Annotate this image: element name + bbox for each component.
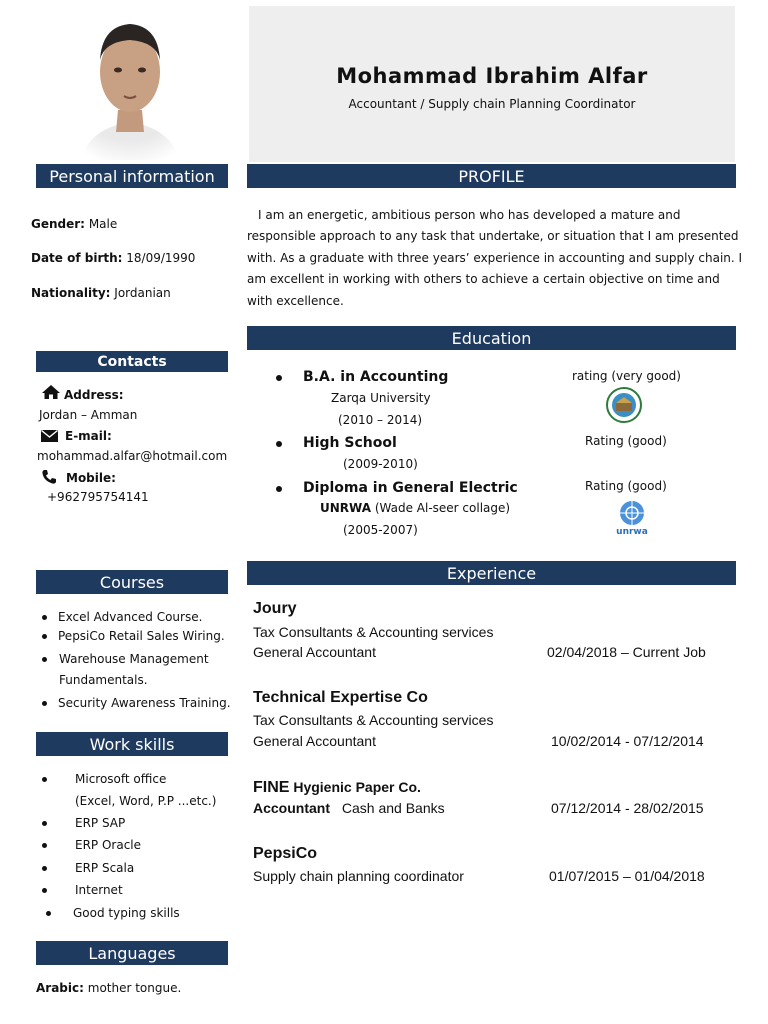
education-years: (2005-2007) <box>343 523 418 537</box>
job-line: Tax Consultants & Accounting services <box>253 712 494 728</box>
skill-bullet <box>42 843 47 848</box>
profile-photo <box>60 10 200 160</box>
job-dates: 10/02/2014 - 07/12/2014 <box>551 733 704 749</box>
job-line: General Accountant <box>253 644 376 660</box>
course-item: Security Awareness Training. <box>58 696 231 710</box>
unrwa-logo-text: unrwa <box>616 527 648 537</box>
education-rating: rating (very good) <box>572 369 681 383</box>
course-bullet <box>42 615 47 620</box>
education-degree: High School <box>303 435 397 451</box>
home-icon <box>41 384 61 405</box>
course-bullet <box>42 634 47 639</box>
skill-item: ERP Scala <box>75 861 135 875</box>
mobile-value[interactable]: +962795754141 <box>47 490 149 504</box>
arabic-value: mother tongue. <box>87 981 182 995</box>
course-bullet <box>42 701 47 706</box>
skill-item: Good typing skills <box>73 906 180 920</box>
education-bullet <box>276 486 282 492</box>
unrwa-logo-icon <box>614 500 650 544</box>
email-value[interactable]: mohammad.alfar@hotmail.com <box>37 449 228 463</box>
job-company: Joury <box>253 600 297 617</box>
job-role-detail: Cash and Banks <box>341 800 445 816</box>
email-label: E-mail: <box>65 429 112 443</box>
dob-value: 18/09/1990 <box>126 251 196 265</box>
envelope-icon <box>41 429 58 447</box>
education-years: (2009-2010) <box>343 457 418 471</box>
skill-item: ERP Oracle <box>75 838 142 852</box>
education-degree: B.A. in Accounting <box>303 369 449 385</box>
education-school-detail: (Wade Al-seer collage) <box>374 501 511 515</box>
arabic-label: Arabic: <box>36 981 84 995</box>
education-heading: Education <box>247 326 736 350</box>
profile-line: with. As a graduate with three years’ experience in accounting and supply chain. I <box>247 251 743 265</box>
address-value: Jordan – Amman <box>39 408 138 422</box>
job-line: Tax Consultants & Accounting services <box>253 624 494 640</box>
work-skills-heading: Work skills <box>36 732 228 756</box>
course-item: Excel Advanced Course. <box>58 610 203 624</box>
job-company: PepsiCo <box>253 845 318 862</box>
nationality-label: Nationality: <box>31 286 111 300</box>
job-company: Technical Expertise Co <box>253 689 428 706</box>
skill-bullet <box>42 821 47 826</box>
skill-bullet <box>42 888 47 893</box>
candidate-name: Mohammad Ibrahim Alfar <box>336 64 648 88</box>
skill-bullet <box>46 911 51 916</box>
education-degree: Diploma in General Electric <box>303 480 518 496</box>
education-school-name: UNRWA <box>320 501 372 515</box>
phone-icon <box>41 469 57 490</box>
skill-item: (Excel, Word, P.P ...etc.) <box>75 794 217 808</box>
education-bullet <box>276 441 282 447</box>
zarqa-university-logo-icon <box>606 387 642 428</box>
job-line: Supply chain planning coordinator <box>253 868 464 884</box>
education-rating: Rating (good) <box>585 479 667 493</box>
contacts-heading: Contacts <box>36 351 228 372</box>
job-role <box>253 799 445 817</box>
education-school <box>320 499 510 517</box>
courses-heading: Courses <box>36 570 228 594</box>
candidate-title: Accountant / Supply chain Planning Coordinator <box>348 97 636 111</box>
job-company <box>253 778 421 797</box>
profile-line: responsible approach to any task that undertake, or situation that I am presented <box>247 229 739 243</box>
profile-heading: PROFILE <box>247 164 736 188</box>
course-bullet <box>42 657 47 662</box>
education-rating: Rating (good) <box>585 434 667 448</box>
skill-item: Microsoft office <box>75 772 167 786</box>
gender-label: Gender: <box>31 217 85 231</box>
mobile-label: Mobile: <box>66 471 116 485</box>
education-bullet <box>276 375 282 381</box>
course-item: PepsiCo Retail Sales Wiring. <box>58 629 225 643</box>
dob-label: Date of birth: <box>31 251 123 265</box>
job-role-title: Accountant <box>253 800 330 816</box>
nationality-row <box>31 284 171 302</box>
skill-item: ERP SAP <box>75 816 126 830</box>
profile-line: I am an energetic, ambitious person who has developed a mature and <box>258 208 681 222</box>
skill-bullet <box>42 866 47 871</box>
personal-info-heading: Personal information <box>36 164 228 188</box>
gender-row <box>31 215 117 233</box>
address-label: Address: <box>64 388 124 402</box>
arabic-row <box>36 979 181 997</box>
skill-bullet <box>42 777 47 782</box>
profile-line: am excellent in working with others to achieve a certain objective on time and <box>247 272 720 286</box>
job-dates: 02/04/2018 – Current Job <box>547 644 706 660</box>
education-school: Zarqa University <box>331 391 431 405</box>
dob-row <box>31 249 195 267</box>
job-line: General Accountant <box>253 733 376 749</box>
education-years: (2010 – 2014) <box>338 413 423 427</box>
job-dates: 01/07/2015 – 01/04/2018 <box>549 868 705 884</box>
job-dates: 07/12/2014 - 28/02/2015 <box>551 800 704 816</box>
experience-heading: Experience <box>247 561 736 585</box>
job-company-detail: Hygienic Paper Co. <box>293 779 421 795</box>
gender-value: Male <box>88 217 118 231</box>
course-item: Fundamentals. <box>59 673 148 687</box>
nationality-value: Jordanian <box>114 286 171 300</box>
skill-item: Internet <box>75 883 123 897</box>
job-company-name: FINE <box>253 779 290 796</box>
course-item: Warehouse Management <box>59 652 209 666</box>
languages-heading: Languages <box>36 941 228 965</box>
profile-line: with excellence. <box>247 294 344 308</box>
